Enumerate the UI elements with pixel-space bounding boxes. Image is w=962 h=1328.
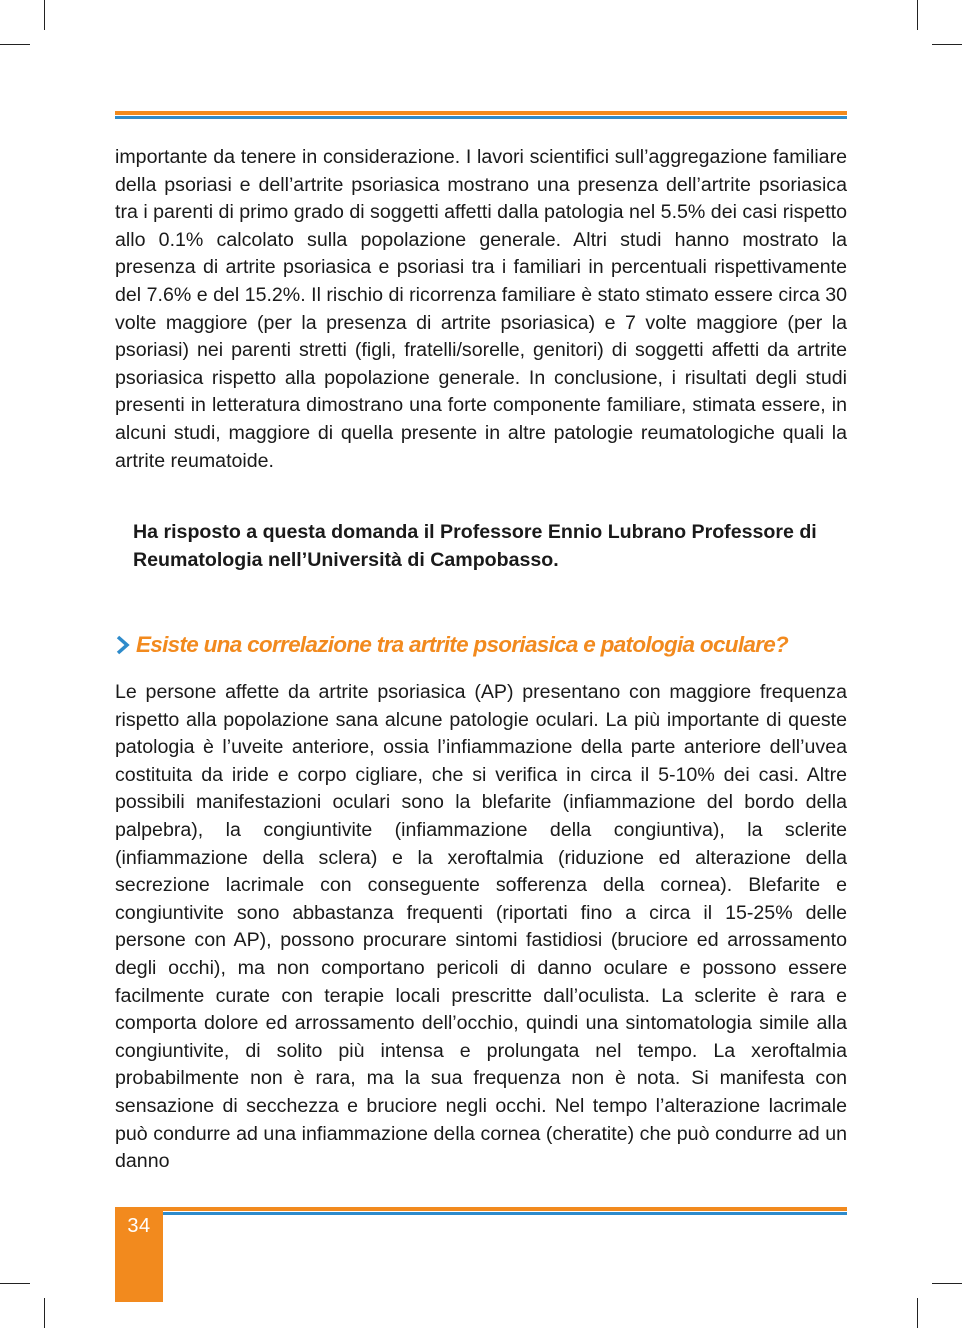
crop-mark <box>44 1298 45 1328</box>
section-heading <box>115 632 855 658</box>
crop-mark <box>932 44 962 45</box>
crop-mark <box>0 44 30 45</box>
crop-mark <box>932 1283 962 1284</box>
paragraph-1: importante da tenere in considerazione. I lavori scientifici sull’aggregazione familiare della psoriasi e dell’artrite psoriasica mostrano una presenza dell’artrite psoriasica tra i parenti di primo grado di soggetti affetti dalla patologia nel 5.5% dei casi rispetto allo 0.1% calcolato sulla popolazione generale. Altri studi hanno mostrato la presenza di artrite psoriasica e psoriasi tra i familiari in percentuali rispettivamente del 7.6% e del 15.2%. Il rischio di ricorrenza familiare è stato stimato essere circa 30 volte maggiore (per la presenza di artrite psoriasica) e 7 volte maggiore (per la psoriasi) nei parenti stretti (figli, fratelli/sorelle, genitori) di soggetti affetti da artrite psoriasica rispetto alla popolazione generale. In conclusione, i risultati degli studi presenti in letteratura dimostrano una forte componente familiare, stimata essere, in alcuni studi, maggiore di quella presente in altre patologie reumatologiche quali la artrite reumatoide. <box>115 146 847 472</box>
crop-mark <box>44 0 45 30</box>
paragraph-2: Le persone affette da artrite psoriasica (AP) presentano con maggiore frequenza rispetto alla popolazione sana alcune patologie oculari. La più importante di queste patologia è l’uveite anteriore, ossia l’infiammazione della parte anteriore dell’uvea costituita da iride e corpo cigliare, che si verifica in circa il 5-10% dei casi. Altre possibili manifestazioni oculari sono la blefarite (infiammazione del bordo della palpebra), la congiuntivite (infiammazione della congiuntiva), la sclerite (infiammazione della sclera) e la xeroftalmia (riduzione ed alterazione della secrezione lacrimale con conseguente sofferenza della cornea). Blefarite e congiuntivite sono abbastanza frequenti (riportati fino a circa il 15-25% delle persone con AP), possono procurare sintomi fastidiosi (bruciore ed arrossamento degli occhi), ma non comportano pericoli di danno oculare e possono essere facilmente curate con terapie locali prescritte dall’oculista. La sclerite è rara e comporta dolore ed arrossamento dell’occhio, quindi una sintomatologia simile alla congiuntivite, di solito più intensa e prolungata nel tempo. La xeroftalmia probabilmente non è rara, ma la sua frequenza non è nota. Si manifesta con sensazione di secchezza e bruciore negli occhi. Nel tempo l’alterazione lacrimale può condurre ad una infiammazione della cornea (cheratite) che può condurre ad un danno <box>115 681 847 1173</box>
crop-mark <box>917 0 918 30</box>
body-text <box>115 144 847 475</box>
header-rule <box>115 111 847 119</box>
footer-rule <box>163 1207 847 1215</box>
author-credit: Ha risposto a questa domanda il Professore Ennio Lubrano Professore di Reumatologia nell’Università di Campobasso. <box>133 521 817 571</box>
page-number: 34 <box>127 1215 151 1237</box>
crop-mark <box>0 1283 30 1284</box>
section-heading-text: Esiste una correlazione tra artrite psoriasica e patologia oculare? <box>136 632 789 657</box>
page-number-box <box>115 1207 163 1302</box>
body-text <box>115 679 847 1176</box>
crop-mark <box>917 1298 918 1328</box>
chevron-right-icon <box>115 634 131 656</box>
